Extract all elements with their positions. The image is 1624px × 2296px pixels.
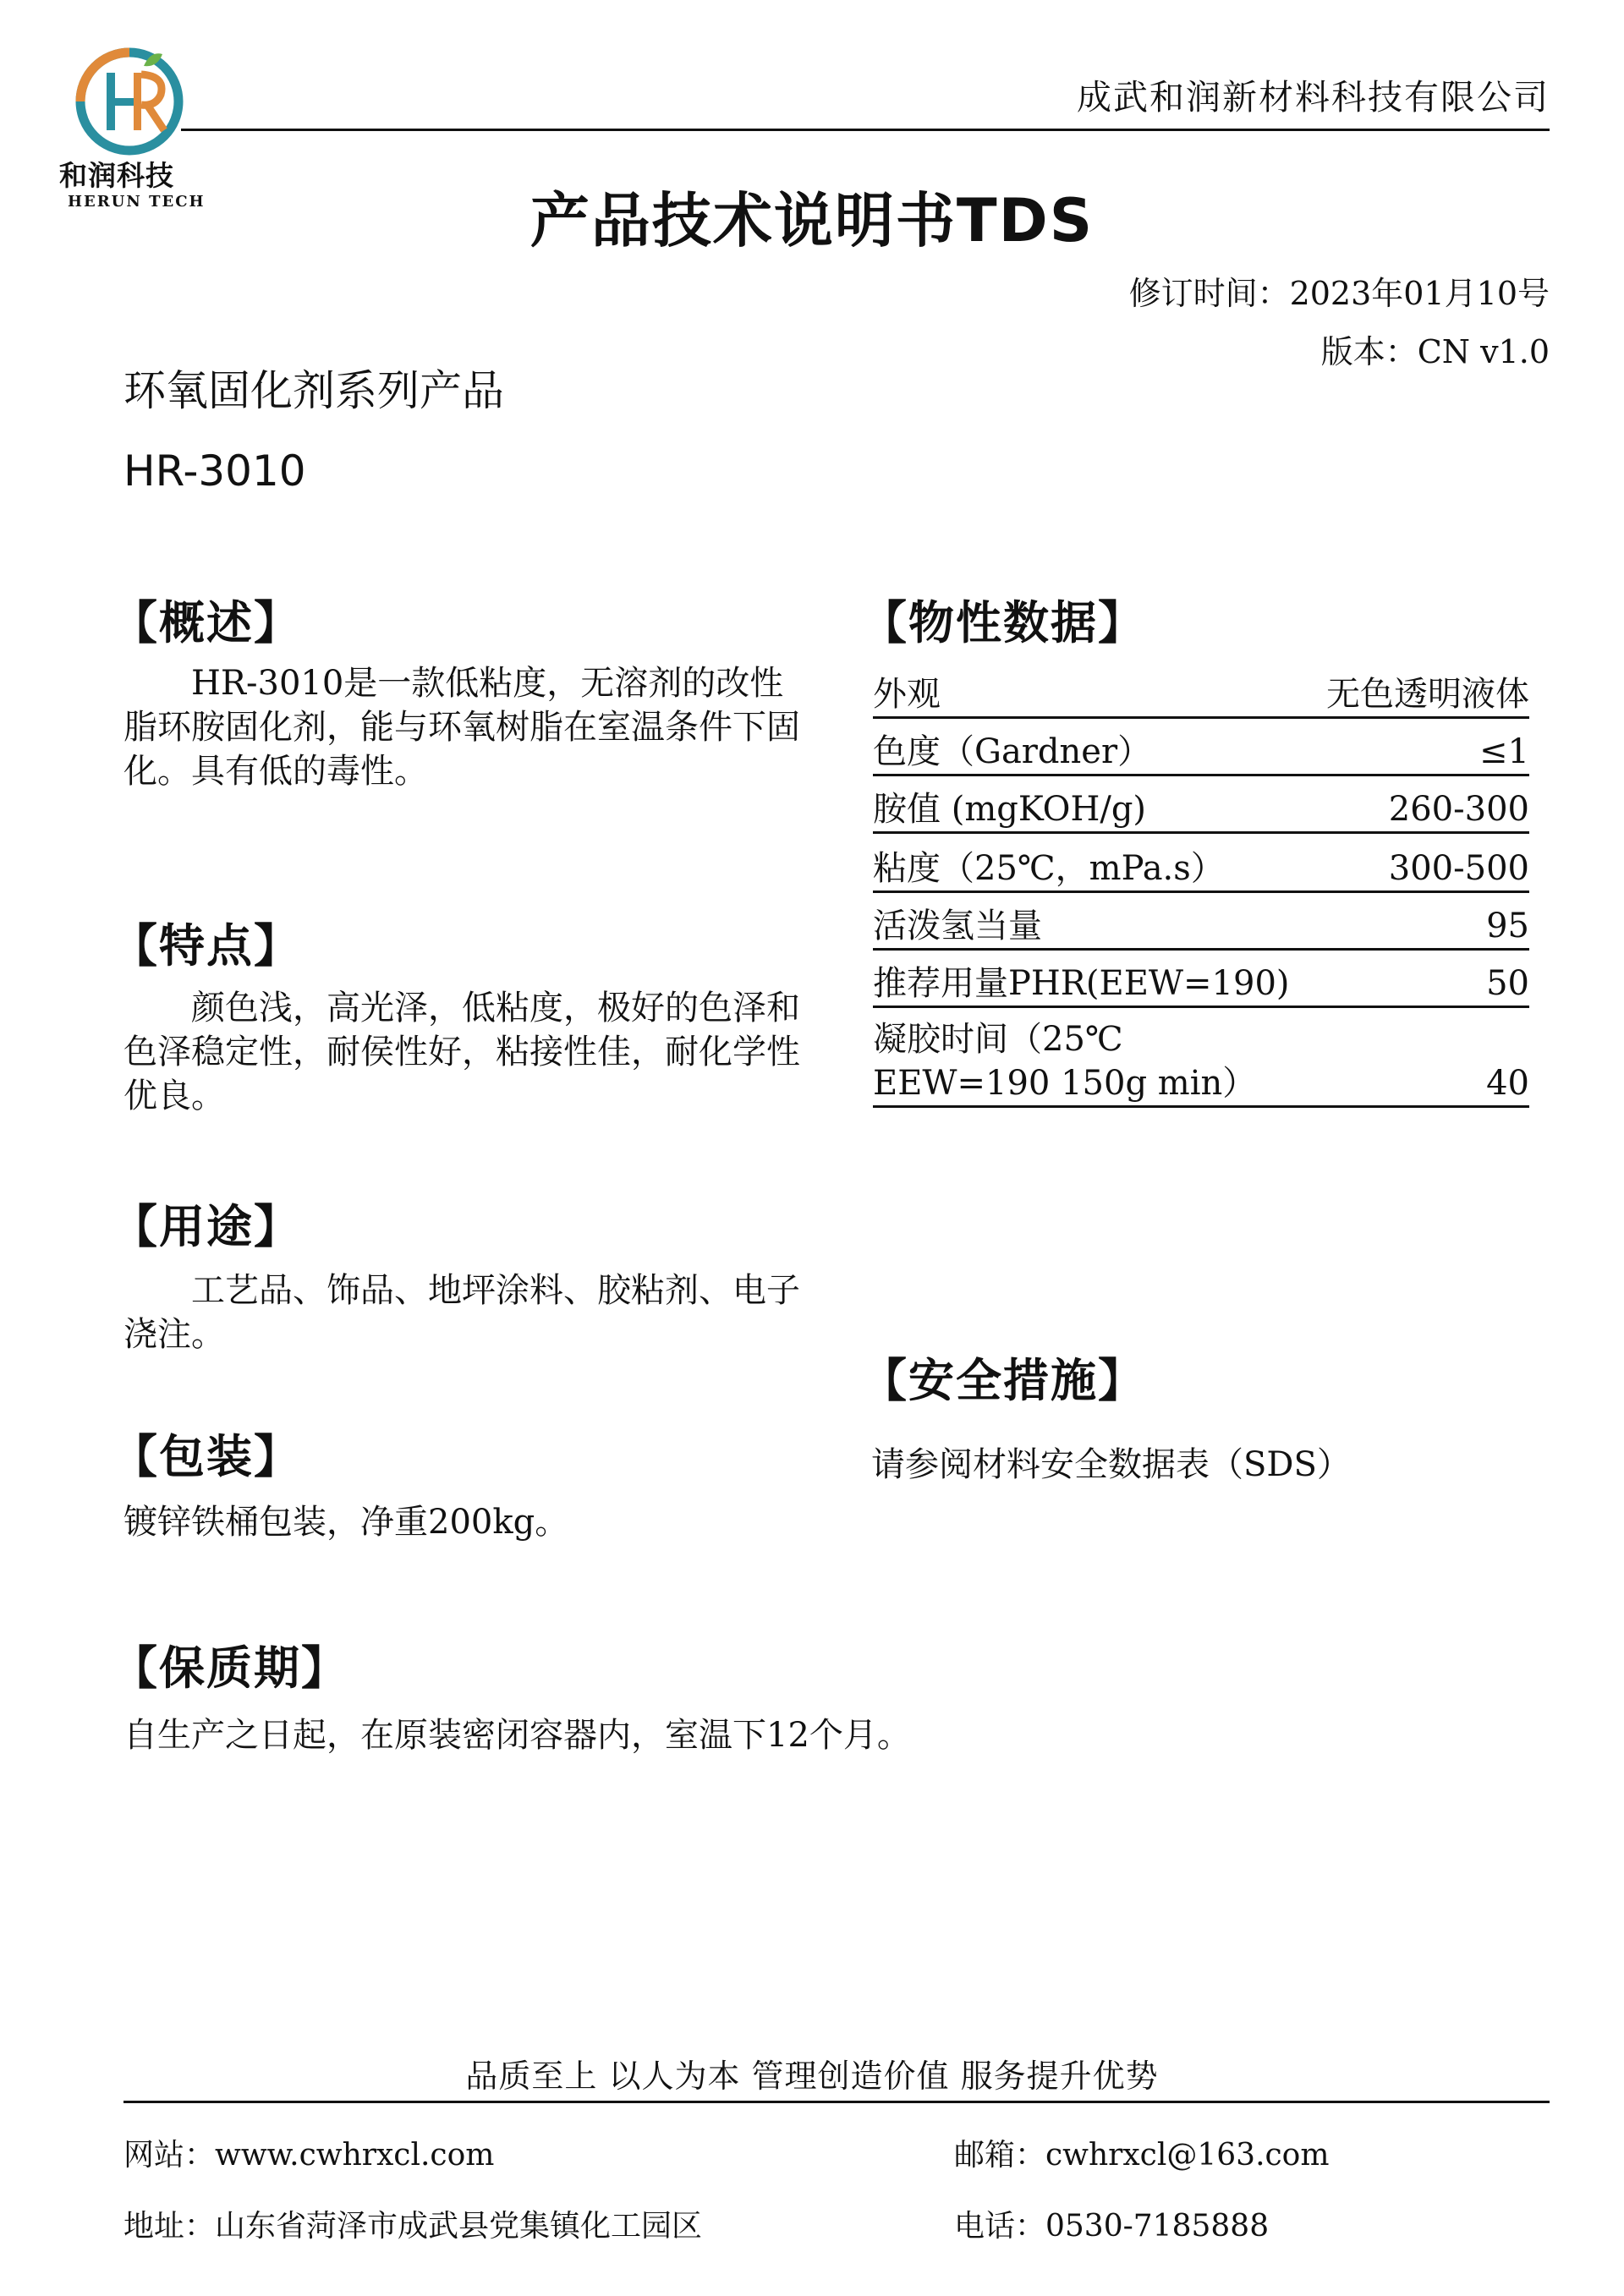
product-model: HR-3010 [123,447,306,496]
revision-date: 修订时间：2023年01月10号 [1128,275,1550,312]
table-row [873,893,1529,951]
property-label: 粘度（25℃，mPa.s） [873,849,1225,888]
property-value: 无色透明液体 [1326,675,1529,714]
usage-heading: 【用途】 [112,1200,301,1253]
safety-heading: 【安全措施】 [861,1354,1145,1407]
logo-name-cn: 和润科技 [59,159,174,192]
packaging-text: 镀锌铁桶包装，净重200kg。 [123,1503,569,1542]
properties-table [873,661,1529,1108]
packaging-heading: 【包装】 [112,1430,301,1483]
property-value: 95 [1486,907,1529,945]
property-label: 外观 [873,675,941,714]
features-text: 颜色浅，高光泽，低粘度，极好的色泽和色泽稳定性，耐侯性好，粘接性佳，耐化学性优良。 [123,989,800,1115]
features-heading: 【特点】 [112,919,301,973]
property-label: 推荐用量PHR(EEW=190) [873,964,1290,1003]
email-link[interactable]: 邮箱：cwhrxcl@163.com [954,2138,1330,2173]
table-row [873,776,1529,834]
company-slogan: 品质至上 以人为本 管理创造价值 服务提升优势 [465,2058,1159,2095]
phone-number: 电话：0530-7185888 [954,2209,1270,2244]
shelf-life-text: 自生产之日起，在原装密闭容器内，室温下12个月。 [123,1716,911,1755]
property-value: 260-300 [1388,790,1529,829]
property-value: 40 [1486,1064,1529,1103]
document-title: 产品技术说明书TDS [529,186,1095,255]
shelf-life-heading: 【保质期】 [112,1641,348,1695]
usage-text: 工艺品、饰品、地坪涂料、胶粘剂、电子浇注。 [123,1271,800,1354]
safety-text: 请参阅材料安全数据表（SDS） [871,1445,1351,1484]
company-logo [66,41,201,167]
company-name: 成武和润新材料科技有限公司 [1077,77,1550,118]
logo-name-en: HERUN TECH [68,193,206,211]
overview-text: HR-3010是一款低粘度，无溶剂的改性脂环胺固化剂，能与环氧树脂在室温条件下固化。具有低的毒性。 [123,664,800,791]
table-row [873,719,1529,776]
version-label: 版本：CN v1.0 [1320,333,1550,370]
logo-mark-icon [66,41,201,167]
footer-divider [123,2101,1550,2103]
table-row [873,1008,1529,1108]
header-divider [181,129,1550,131]
property-value: 50 [1486,964,1529,1003]
property-label: 胺值 (mgKOH/g) [873,790,1147,829]
property-label: 凝胶时间（25℃ EEW=190 150g min） [873,1020,1257,1103]
property-value: 300-500 [1388,849,1529,888]
website-link[interactable]: 网站：www.cwhrxcl.com [123,2138,495,2173]
overview-heading: 【概述】 [112,596,301,649]
table-row [873,661,1529,719]
property-label: 色度（Gardner） [873,732,1152,771]
properties-heading: 【物性数据】 [861,596,1145,649]
table-row [873,951,1529,1008]
property-label: 活泼氢当量 [873,907,1042,945]
company-address: 地址：山东省菏泽市成武县党集镇化工园区 [123,2209,703,2244]
table-row [873,834,1529,893]
property-value: ≤1 [1479,732,1529,771]
product-series: 环氧固化剂系列产品 [123,366,504,415]
